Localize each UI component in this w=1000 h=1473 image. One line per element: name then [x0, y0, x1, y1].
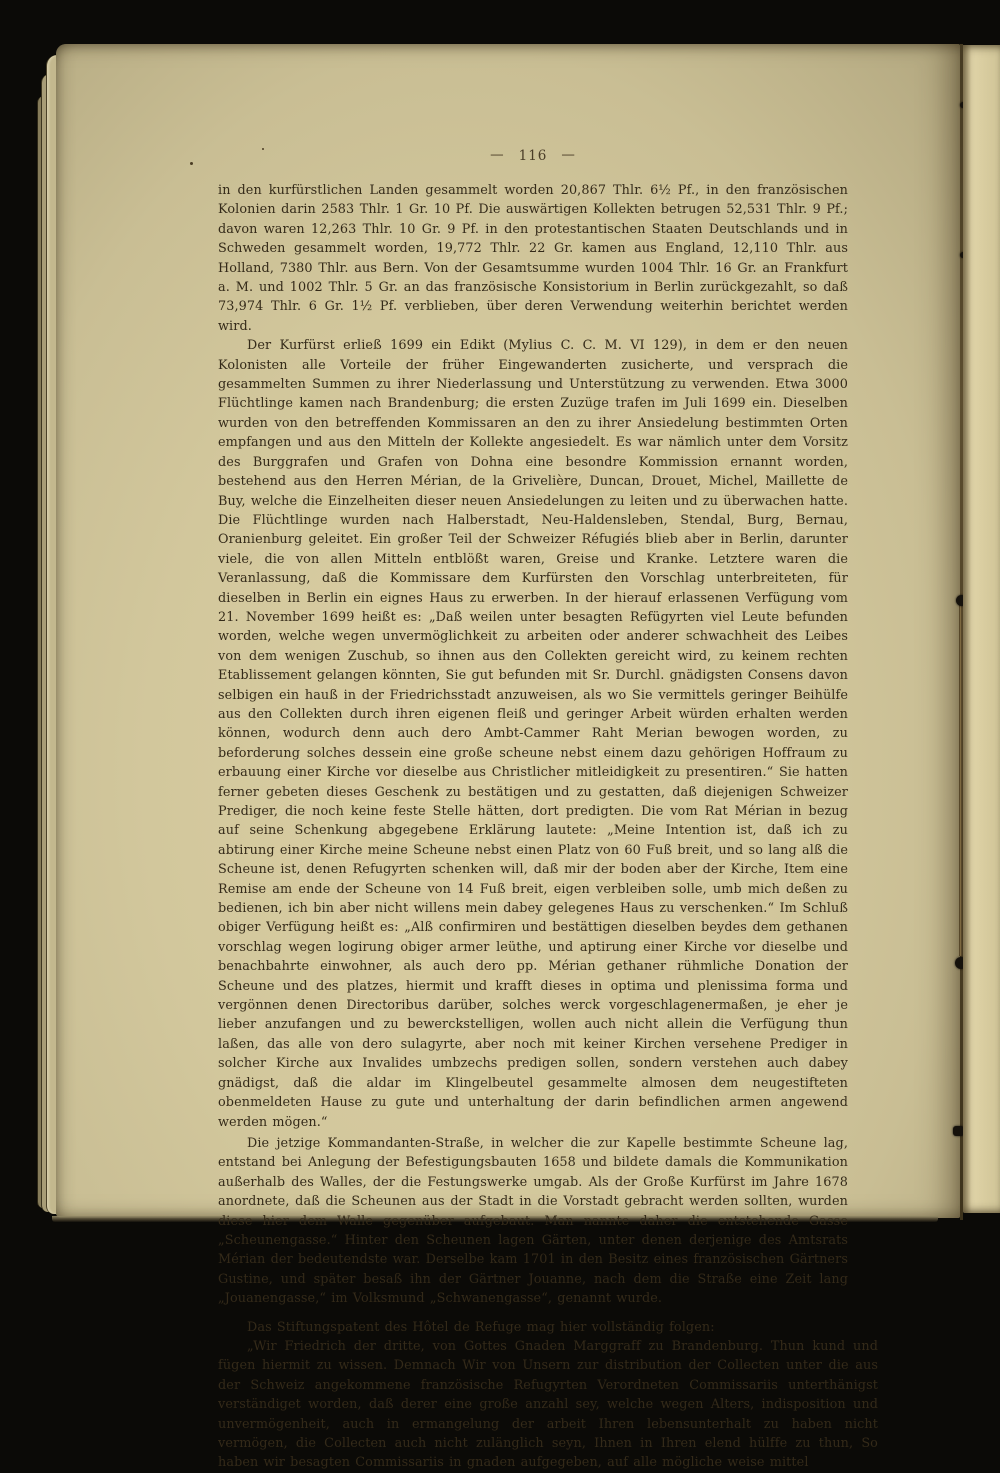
paragraph-stiftungspatent-intro: Das Stiftungspatent des Hôtel de Refuge mag hier vollständig folgen: — [247, 1319, 715, 1335]
page-number-header — [218, 148, 848, 164]
paper-speck — [190, 162, 193, 165]
paragraph-kommandantenstrasse: Die jetzige Kommandanten-Straße, in welcher die zur Kapelle bestimmte Scheune lag, entstand bei Anlegung der Befestigungsbauten 1658 und bildete damals die Kommunikation außerhalb des Walles, der die Festungswerke umgab. Als der Große Kurfürst im Jahre 1678 anordnete, daß die Scheunen aus der Stadt in die Vorstadt gebracht werden sollten, wurden diese hier dem Walle gegenüber aufgebaut. Man nannte daher die entstehende Gasse „Scheunengasse.“ Hinter den Scheunen lagen Gärten, unter denen derjenige des Amtsrats Mérian der bedeutendste war. Derselbe kam 1701 in den Besitz eines französischen Gärtners Gustine, und später besaß ihn der Gärtner Jouanne, nach dem die Straße eine Zeit lang „Jouanengasse,“ im Volksmund „Schwanengasse“, genannt wurde. — [218, 1135, 848, 1307]
header-dash-right: — — [561, 147, 576, 163]
page-content — [218, 147, 878, 1473]
facing-page-sliver — [963, 45, 1000, 1213]
header-dash-left: — — [490, 147, 505, 163]
page-number: 116 — [518, 148, 548, 164]
body-text — [218, 181, 878, 1473]
binding-thread — [959, 604, 962, 956]
paragraph-edict-1699: Der Kurfürst erließ 1699 ein Edikt (Mylius C. C. M. VI 129), in dem er den neuen Kolonisten alle Vorteile der früher Eingewanderten zusicherte, und versprach die gesammelten Summen zu ihrer Niederlassung und Unterstützung zu verwenden. Etwa 3000 Flüchtlinge kamen nach Brandenburg; die ersten Zuzüge trafen im Juli 1699 ein. Dieselben wurden von den betreffenden Kommissaren an den zu ihrer Ansiedelung bestimmten Orten empfangen und aus den Mitteln der Kollekte angesiedelt. Es war nämlich unter dem Vorsitz des Burggrafen und Grafen von Dohna eine besondre Kommission ernannt worden, bestehend aus den Herren Mérian, de la Grivelière, Duncan, Drouet, Michel, Maillette de Buy, welche die Einzelheiten dieser neuen Ansiedelungen zu leiten und zu überwachen hatte. Die Flüchtlinge wurden nach Halberstadt, Neu-Haldensleben, Stendal, Burg, Bernau, Oranienburg geleitet. Ein großer Teil der Schweizer Réfugiés blieb aber in Berlin, darunter viele, die von allen Mitteln entblößt waren, Greise und Kranke. Letztere waren die Veranlassung, daß die Kommissare dem Kurfürsten den Vorschlag unterbreiteten, für dieselben in Berlin ein eignes Haus zu erwerben. In der hierauf erlassenen Verfügung vom 21. November 1699 heißt es: „Daß weilen unter besagten Refügyrten viel Leute befunden worden, welche wegen unvermöglichkeit zu arbeiten oder anderer schwachheit des Leibes von dem wenigen Zuschub, so ihnen aus den Collekten gereicht wird, zu keinem rechten Etablissement gelangen könnten, Sie gut befunden mit Sr. Durchl. gnädigsten Consens davon selbigen ein hauß in der Friedrichsstadt anzuweisen, als wo Sie vermittels geringer Beihülfe aus den Collekten durch ihren eigenen fleiß und geringer Arbeit würden erhalten werden können, wodurch denn auch dero Ambt-Cammer Raht Merian bewogen worden, zu beforderung solches dessein eine große scheune nebst einem dazu gehörigen Hoffraum zu erbauung einer Kirche vor dieselbe aus Christlicher mitleidigkeit zu presentiren.“ Sie hatten ferner gebeten dieses Geschenk zu bestätigen und zu gestatten, daß diejenigen Schweizer Prediger, die noch keine feste Stelle hätten, dort predigten. Die vom Rat Mérian in bezug auf seine Schenkung abgegebene Erklärung lautete: „Meine Intention ist, daß ich zu abtirung einer Kirche meine Scheune nebst einen Platz von 60 Fuß breit, und so lang alß die Scheune ist, denen Refugyrten schenken will, daß mir der boden aber der Kirche, Item eine Remise am ende der Scheune von 14 Fuß breit, eigen verbleiben solle, umb mich deßen zu bedienen, ich bin aber nicht willens mein dabey gelegenes Haus zu verschenken.“ Im Schluß obiger Verfügung heißt es: „Alß confirmiren und bestättigen dieselben beydes dem gethanen vorschlag wegen logirung obiger armer leüthe, und aptirung einer Kirche vor dieselbe und benachbahrte einwohner, als auch dero pp. Mérian gethaner rühmliche Donation der Scheune und des platzes, hiermit und krafft dieses in optima und plenissima forma und vergönnen denen Directoribus darüber, solches werck vorgeschlagenermaßen, je eher je lieber anzufangen und zu bewerckstelligen, wollen auch nicht allein die Verfügung thun laßen, das alle von dero sulagyrte, aber noch mit keiner Kirchen versehene Prediger in solcher Kirche aux Invalides umbzechs predigen sollen, sondern verstehen auch dabey gnädigst, daß die aldar im Klingelbeutel gesammelte almosen dem neugestifteten obenmeldeten Hause zu gute und unterhaltung der darin befindlichen armen angewend werden mögen.“ — [218, 338, 848, 1130]
paragraph-patent-smallprint: „Wir Friedrich der dritte, von Gottes Gnaden Marggraff zu Brandenburg. Thun kund und fügen hiermit zu wissen. Demnach Wir von Unsern zur distribution der Collecten unter die aus der Schweiz angekommene französische Refugyrten Verordneten Commissariis unterthänigst verständiget worden, daß derer eine große anzahl sey, welche wegen Alters, indisposition und unvermögenheit, auch in ermangelung der arbeit Ihren lebensunterhalt zu haben nicht vermögen, die Collecten auch nicht zulänglich seyn, Ihnen in Ihren elend hülffe zu thun, So haben wir besagten Commissariis in gnaden aufgegeben, auf alle mögliche weise mittel — [218, 1338, 878, 1471]
paragraph-continuation: in den kurfürstlichen Landen gesammelt worden 20,867 Thlr. 6½ Pf., in den französischen Kolonien darin 2583 Thlr. 1 Gr. 10 Pf. Die auswärtigen Kollekten betrugen 52,531 Thlr. 9 Pf.; davon waren 12,263 Thlr. 10 Gr. 9 Pf. in den protestantischen Staaten Deutschlands und in Schweden gesammelt worden, 19,772 Thlr. 22 Gr. kamen aus England, 12,110 Thlr. aus Holland, 7380 Thlr. aus Bern. Von der Gesamtsumme wurden 1004 Thlr. 16 Gr. an Frankfurt a. M. und 1002 Thlr. 5 Gr. an das französische Konsistorium in Berlin zurückgezahlt, so daß 73,974 Thlr. 6 Gr. 1½ Pf. verblieben, über deren Verwendung weiterhin berichtet werden wird. — [218, 183, 848, 334]
